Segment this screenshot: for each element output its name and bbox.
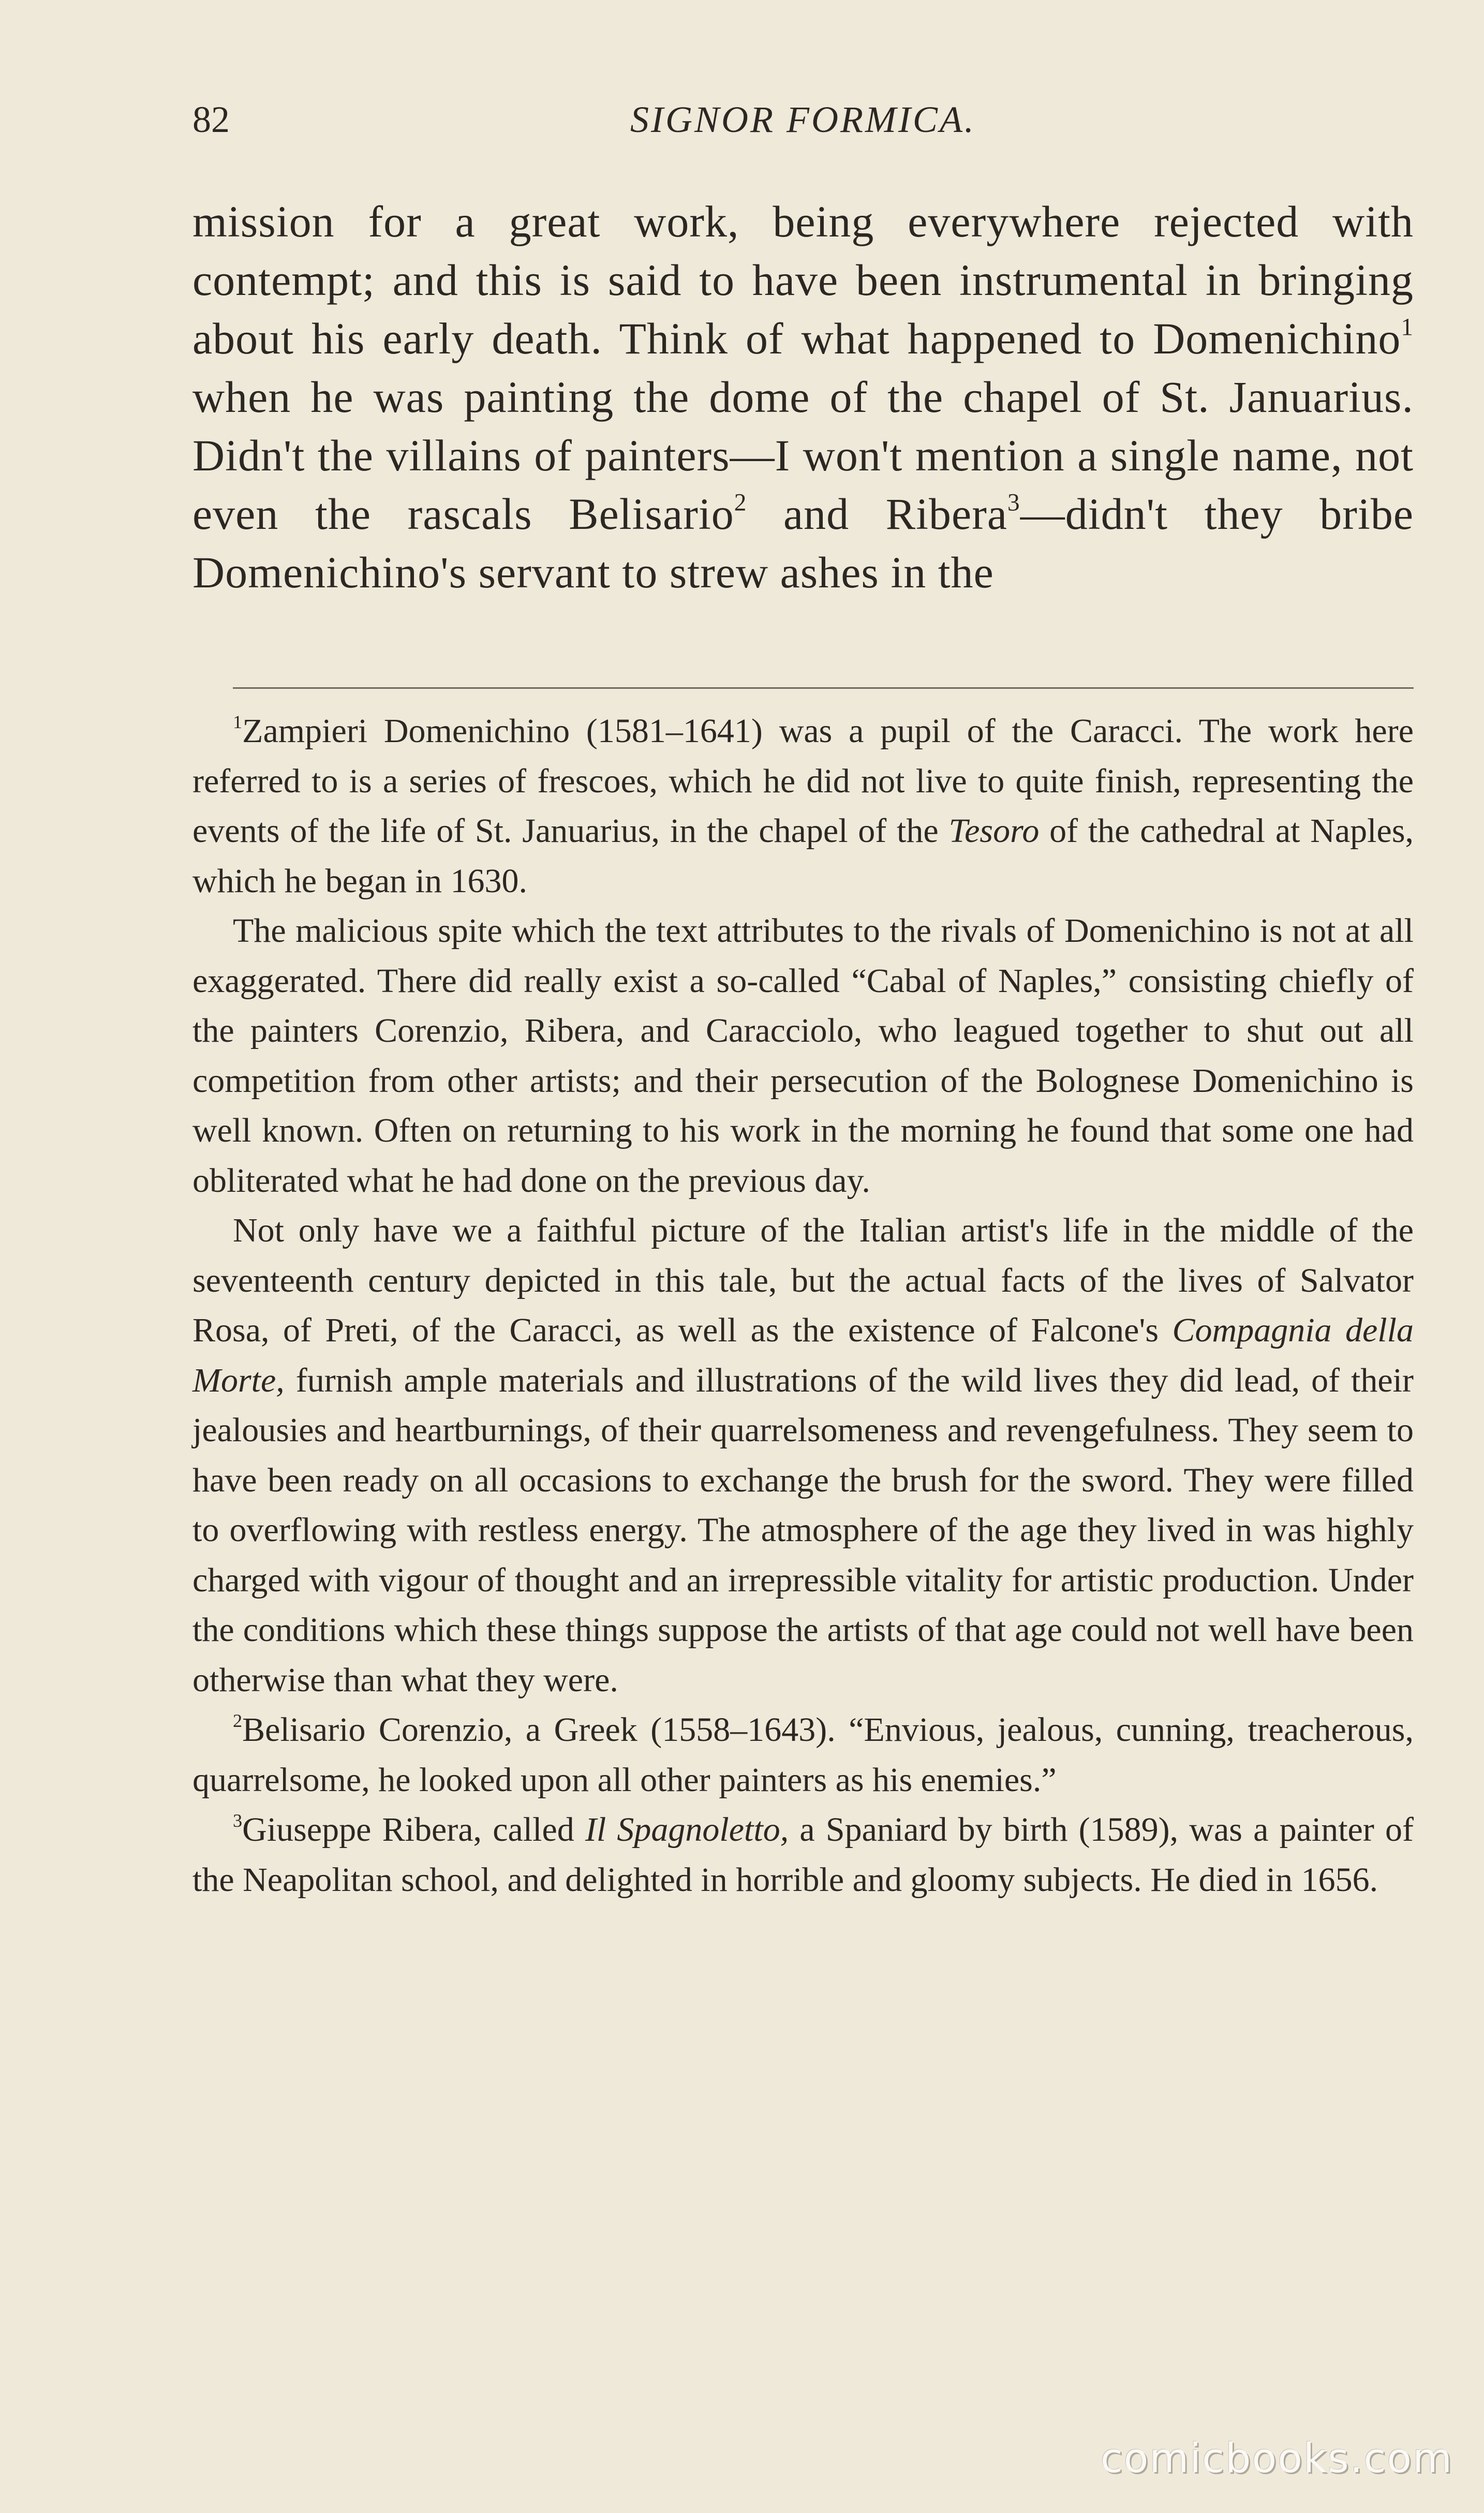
footnotes: [192, 706, 1414, 1905]
main-text: [192, 193, 1414, 602]
footnote-rule: [233, 687, 1414, 689]
footnote-ref-2: 2: [734, 489, 747, 516]
footnote-text: furnish ample materials and illustrations of the wild lives they did lead, of their jealousies and heartburnings, of their quarrelsomeness and revengefulness. They seem to have been ready on all occasions to exchange the brush for the sword. They were filled to overflowing with restless energy. The atmosphere of the age they lived in was highly charged with vigour of thought and an irrepressible vitality for artistic production. Under the conditions which these things suppose the artists of that age could not well have been otherwise than what they were.: [192, 1361, 1414, 1699]
footnote-1-paragraph-2: The malicious spite which the text attributes to the rivals of Domenichino is not at all exaggerated. There did really exist a so-called “Cabal of Naples,” consisting chiefly of the painters Corenzio, Ribera, and Caracciolo, who leagued together to shut out all competition from other artists; and their persecution of the Bolognese Domenichino is well known. Often on returning to his work in the morning he found that some one had obliterated what he had done on the previous day.: [192, 912, 1414, 1200]
page-number: 82: [192, 99, 230, 140]
body-text-segment: and Ribera: [747, 489, 1008, 539]
watermark: comicbooks.com: [1100, 2435, 1453, 2482]
page-header: [192, 98, 1414, 155]
footnote-3: [192, 1805, 1414, 1905]
footnote-italic: Tesoro: [948, 812, 1040, 850]
footnote-2-mark: 2: [233, 1710, 243, 1731]
body-text-segment: —didn't they bribe Domenichino's servant to strew ashes in the: [192, 489, 1414, 597]
footnote-ref-3: 3: [1007, 489, 1020, 516]
footnote-1-mark: 1: [233, 711, 243, 732]
body-text-segment: mission for a great work, being everywhere rejected with contempt; and this is said to have been instrumental in bringing about his early death. Think of what happened to Domenichino: [192, 197, 1414, 363]
footnote-text: of the cathedral at Naples, which he began in 1630.: [192, 812, 1414, 900]
body-text-segment: when he was painting the dome of the chapel of St. Januarius. Didn't the villains of painters—I won't mention a single name, not even the rascals Belisario: [192, 372, 1414, 539]
footnote-1-paragraph-3: [192, 1206, 1414, 1705]
footnote-italic: Il Spagnoletto,: [585, 1811, 789, 1849]
footnote-text: Giuseppe Ribera, called: [242, 1811, 585, 1849]
footnote-3-mark: 3: [233, 1810, 243, 1831]
footnote-2: [192, 1705, 1414, 1805]
footnote-italic: Compagnia della Morte,: [192, 1311, 1414, 1399]
footnote-text: Zampieri Domenichino (1581–1641) was a pupil of the Caracci. The work here referred to is a series of frescoes, which he did not live to quite finish, representing the events of the life of St. Januarius, in the chapel of the: [192, 712, 1414, 850]
footnote-text: Belisario Corenzio, a Greek (1558–1643). “Envious, jealous, cunning, treacherous, quarrelsome, he looked upon all other painters as his enemies.”: [192, 1711, 1414, 1799]
footnote-1: [192, 706, 1414, 906]
footnote-text: a Spaniard by birth (1589), was a painter of the Neapolitan school, and delighted in horrible and gloomy subjects. He died in 1656.: [192, 1811, 1414, 1899]
footnote-text: Not only have we a faithful picture of the Italian artist's life in the middle of the seventeenth century depicted in this tale, but the actual facts of the lives of Salvator Rosa, of Preti, of the Caracci, as well as the existence of Falcone's: [192, 1211, 1414, 1349]
footnote-ref-1: 1: [1401, 314, 1414, 341]
running-title: SIGNOR FORMICA.: [630, 99, 976, 140]
